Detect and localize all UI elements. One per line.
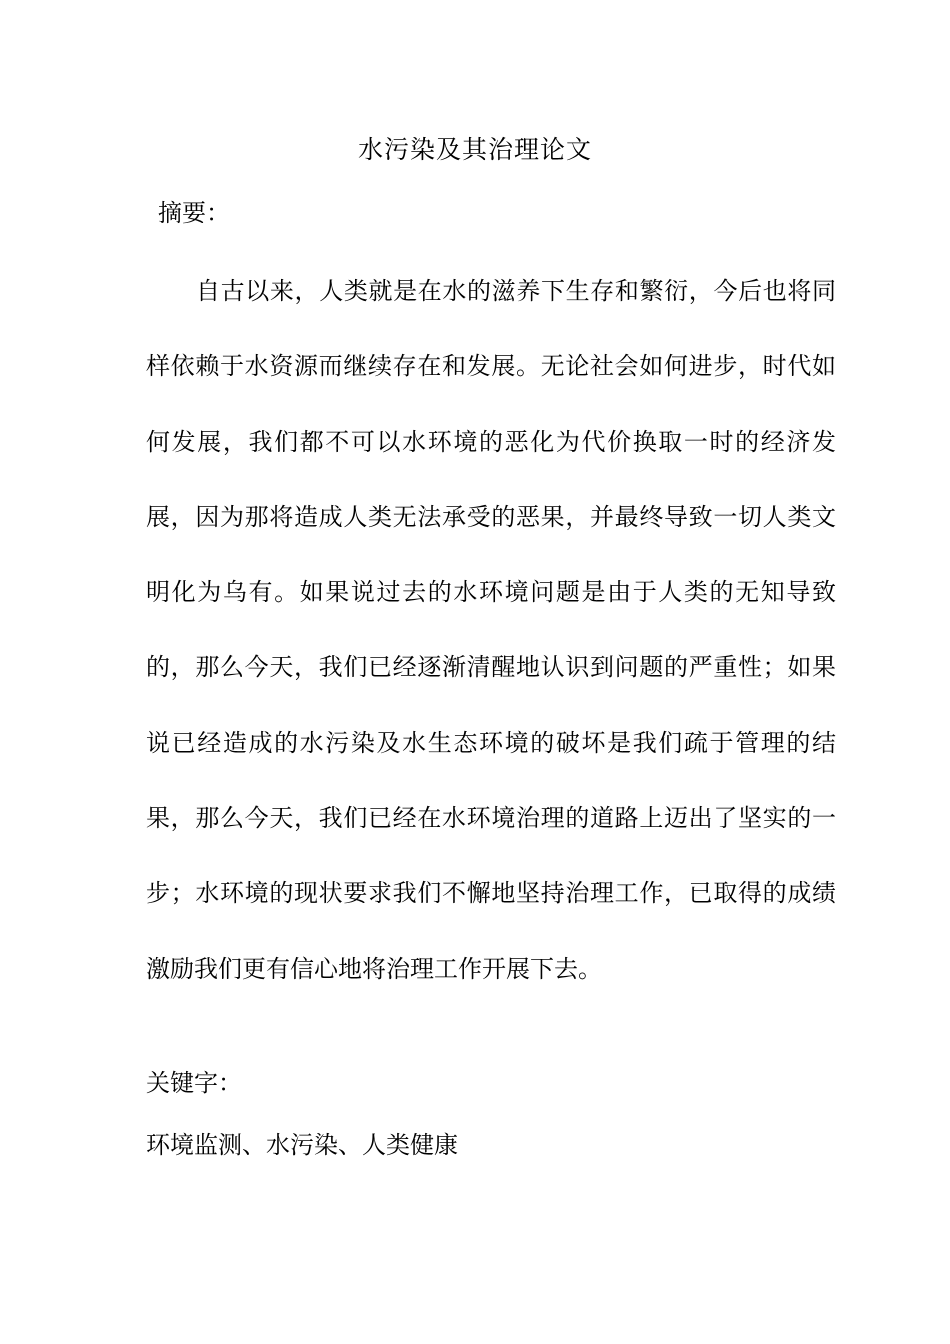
document-title: 水污染及其治理论文 [357,135,592,164]
abstract-label: 摘要： [158,199,230,227]
keywords-text: 环境监测、水污染、人类健康 [146,1131,458,1159]
keywords-label: 关键字： [146,1069,242,1097]
abstract-text: 自古以来，人类就是在水的滋养下生存和繁衍，今后也将同样依赖于水资源而继续存在和发展。无论社会如何进步，时代如何发展，我们都不可以水环境的恶化为代价换取一时的经济发展，因为那将造成人类无法承受的恶果，并最终导致一切人类文明化为乌有。如果说过去的水环境问题是由于人类的无知导致的，那么今天，我们已经逐渐清醒地认识到问题的严重性；如果说已经造成的水污染及水生态环境的破坏是我们疏于管理的结果，那么今天，我们已经在水环境治理的道路上迈出了坚实的一步；水环境的现状要求我们不懈地坚持治理工作，已取得的成绩激励我们更有信心地将治理工作开展下去。 [146,277,836,983]
